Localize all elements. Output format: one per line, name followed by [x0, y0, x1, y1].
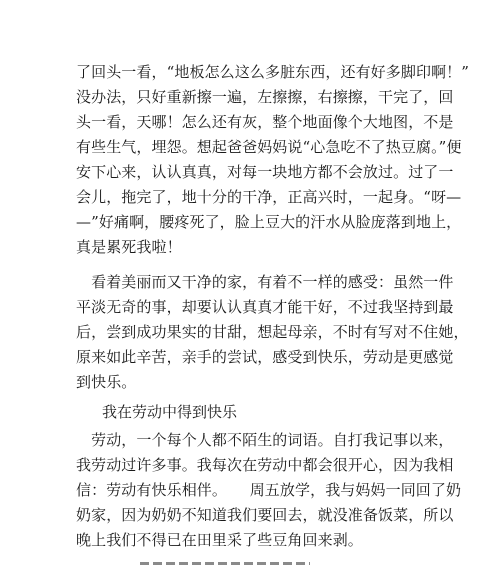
paragraph-1 [76, 60, 470, 260]
paragraph-3 [76, 428, 462, 553]
text-line: 看着美丽而又干净的家，有着不一样的感受：虽然一件 [76, 273, 454, 291]
text-line: 平淡无奇的事，却要认认真真才能干好，不过我坚持到最 [76, 298, 454, 316]
text-line: 劳动，一个每个人都不陌生的词语。自打我记事以来， [76, 431, 454, 449]
text-line: 头一看，天哪！怎么还有灰，整个地面像个大地图，不是 [76, 113, 454, 131]
text-line: 奶家，因为奶奶不知道我们要回去，就没准备饭菜，所以 [76, 506, 454, 524]
text-line: 安下心来，认认真真，对每一块地方都不会放过。过了一 [76, 163, 454, 181]
cut-off-text-line [140, 558, 310, 566]
text-line: 了回头一看，“地板怎么这么多脏东西，还有好多脚印啊！” [76, 63, 470, 81]
text-line: —”好痛啊，腰疼死了，脸上豆大的汗水从脸庞落到地上， [76, 213, 462, 231]
text-line: 到快乐。 [76, 373, 137, 391]
text-line: 有些生气，埋怨。想起爸爸妈妈说“心急吃不了热豆腐。”便 [76, 138, 462, 156]
essay-title: 我在劳动中得到快乐 [102, 403, 238, 421]
text-line: 会儿，拖完了，地十分的干净，正高兴时，一起身。“呀— [76, 188, 462, 206]
paragraph-2 [76, 270, 469, 395]
text-line: 真是累死我啦！ [76, 238, 182, 256]
text-line: 晚上我们不得已在田里采了些豆角回来剥。 [76, 531, 363, 549]
text-line: 信：劳动有快乐相伴。 周五放学，我与妈妈一同回了奶 [76, 481, 462, 499]
text-line: 我劳动过许多事。我每次在劳动中都会很开心，因为我相 [76, 456, 454, 474]
text-line: 没办法，只好重新擦一遍，左擦擦，右擦擦，干完了，回 [76, 88, 454, 106]
text-line: 原来如此辛苦，亲手的尝试，感受到快乐，劳动是更感觉 [76, 348, 454, 366]
text-line: 后，尝到成功果实的甘甜，想起母亲，不时有写对不住她， [76, 323, 469, 341]
